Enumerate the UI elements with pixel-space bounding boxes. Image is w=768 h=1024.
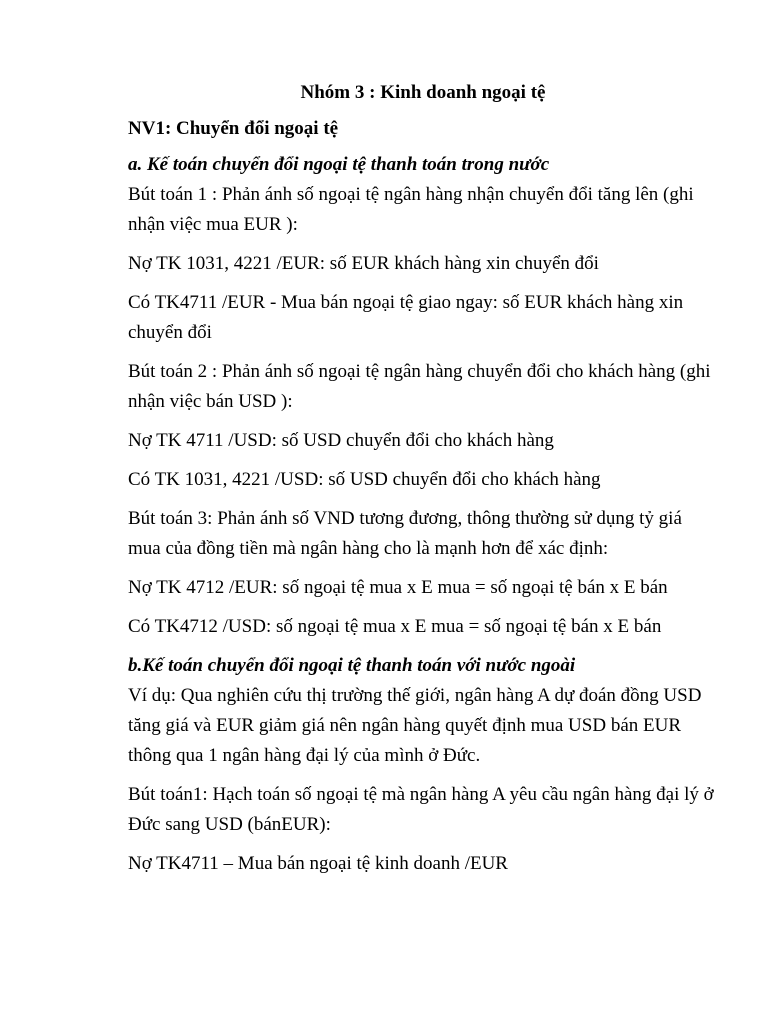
paragraph: Nợ TK4711 – Mua bán ngoại tệ kinh doanh /EUR bbox=[128, 853, 508, 874]
section-heading: NV1: Chuyển đổi ngoại tệ bbox=[128, 118, 339, 139]
paragraph: Ví dụ: Qua nghiên cứu thị trường thế giới, ngân hàng A dự đoán đồng USD tăng giá và EUR giảm giá nên ngân hàng quyết định mua USD bán EUR thông qua 1 ngân hàng đại lý của mình ở Đức. bbox=[128, 685, 702, 766]
paragraph: Nợ TK 4712 /EUR: số ngoại tệ mua x E mua = số ngoại tệ bán x E bán bbox=[128, 577, 668, 598]
paragraph: Bút toán1: Hạch toán số ngoại tệ mà ngân hàng A yêu cầu ngân hàng đại lý ở Đức sang USD (bánEUR): bbox=[128, 784, 714, 835]
subsection-heading-b: b.Kế toán chuyển đổi ngoại tệ thanh toán với nước ngoài bbox=[128, 655, 576, 676]
paragraph: Nợ TK 1031, 4221 /EUR: số EUR khách hàng xin chuyển đổi bbox=[128, 253, 599, 274]
paragraph: Có TK 1031, 4221 /USD: số USD chuyển đổi cho khách hàng bbox=[128, 469, 601, 490]
document-page bbox=[128, 78, 718, 888]
paragraph: Có TK4711 /EUR - Mua bán ngoại tệ giao ngay: số EUR khách hàng xin chuyển đổi bbox=[128, 292, 684, 343]
paragraph: Có TK4712 /USD: số ngoại tệ mua x E mua = số ngoại tệ bán x E bán bbox=[128, 616, 662, 637]
paragraph: Bút toán 1 : Phản ánh số ngoại tệ ngân hàng nhận chuyển đổi tăng lên (ghi nhận việc mua EUR ): bbox=[128, 184, 694, 235]
document-title: Nhóm 3 : Kinh doanh ngoại tệ bbox=[300, 82, 546, 103]
paragraph: Nợ TK 4711 /USD: số USD chuyển đổi cho khách hàng bbox=[128, 430, 554, 451]
subsection-heading-a: a. Kế toán chuyển đổi ngoại tệ thanh toán trong nước bbox=[128, 154, 550, 175]
paragraph: Bút toán 2 : Phản ánh số ngoại tệ ngân hàng chuyển đổi cho khách hàng (ghi nhận việc bán USD ): bbox=[128, 361, 711, 412]
paragraph: Bút toán 3: Phản ánh số VND tương đương, thông thường sử dụng tỷ giá mua của đồng tiền mà ngân hàng cho là mạnh hơn để xác định: bbox=[128, 508, 682, 559]
